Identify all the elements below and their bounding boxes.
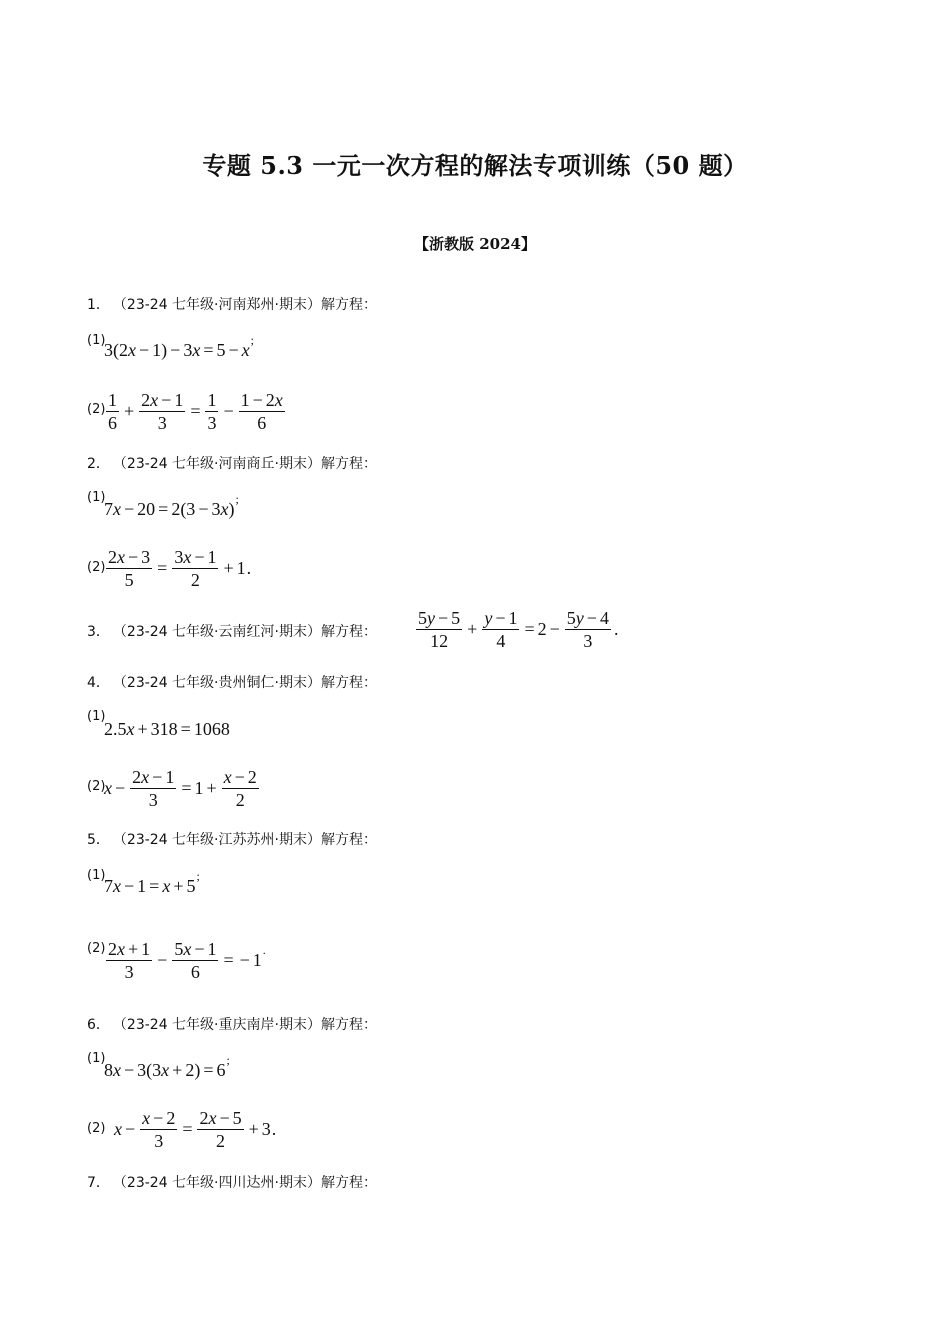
question-4: 4． （23-24 七年级·贵州铜仁·期末）解方程： (87, 675, 377, 691)
q2-part1-label: (1) (87, 490, 106, 505)
q5-part1-equation: 7 x − 1 = x + 5 ; (104, 869, 200, 896)
question-1: 1． （23-24 七年级·河南郑州·期末）解方程： (87, 297, 377, 313)
q1-part1-label: (1) (87, 333, 106, 348)
q4-part1-equation: 2.5 x + 318 = 1068 (104, 719, 230, 739)
q5-part2-label: (2) (87, 941, 106, 956)
q6-part1-label: (1) (87, 1051, 106, 1066)
q5-part1-label: (1) (87, 868, 106, 883)
q4-part2-equation: x − $\frac{2x - 1}{3}$ = 1 + $\frac{x - 2}{2}$ (104, 767, 257, 810)
q2-part2-label: (2) (87, 560, 106, 575)
question-5: 5． （23-24 七年级·江苏苏州·期末）解方程： (87, 832, 377, 848)
q4-part2-label: (2) (87, 779, 106, 794)
question-7: 7． （23-24 七年级·四川达州·期末）解方程： (87, 1175, 377, 1191)
edition-label: 【浙教版 2024】 (414, 235, 536, 253)
q2-part2-equation: $\frac{2x - 3}{5}$ = $\frac{3x - 1}{2}$ + 1 . (108, 547, 252, 590)
question-6: 6． （23-24 七年级·重庆南岸·期末）解方程： (87, 1017, 377, 1033)
q6-part1-equation: 8 x − 3(3 x + 2) = 6 ; (104, 1053, 230, 1080)
q6-part2-label: (2) (87, 1121, 106, 1136)
q5-part2-equation: $\frac{2x + 1}{3}$ − $\frac{5x - 1}{6}$ = − 1 . (108, 939, 266, 982)
question-3: 3． （23-24 七年级·云南红河·期末）解方程： (87, 624, 377, 640)
q1-part2-equation: $\frac{1}{6}$ + $\frac{2x - 1}{3}$ = $\frac{1}{3}$ − $\frac{1 - 2x}{6}$ (108, 390, 283, 433)
q1-part1-equation: 3(2 x − 1) − 3 x = 5 − x ; (104, 333, 254, 360)
question-2: 2． （23-24 七年级·河南商丘·期末）解方程： (87, 456, 377, 472)
q6-part2-equation: x − $\frac{x - 2}{3}$ = $\frac{2x - 5}{2}$ + 3 . (114, 1108, 277, 1151)
page-title: 专题 5.3 一元一次方程的解法专项训练（50 题） (202, 151, 748, 180)
q4-part1-label: (1) (87, 709, 106, 724)
q2-part1-equation: 7 x − 20 = 2(3 − 3 x ) ; (104, 492, 239, 519)
q1-part2-label: (2) (87, 402, 106, 417)
q3-equation: $\frac{5y - 5}{12}$ + $\frac{y - 1}{4}$ = 2 − $\frac{5y - 4}{3}$ . (418, 608, 619, 651)
